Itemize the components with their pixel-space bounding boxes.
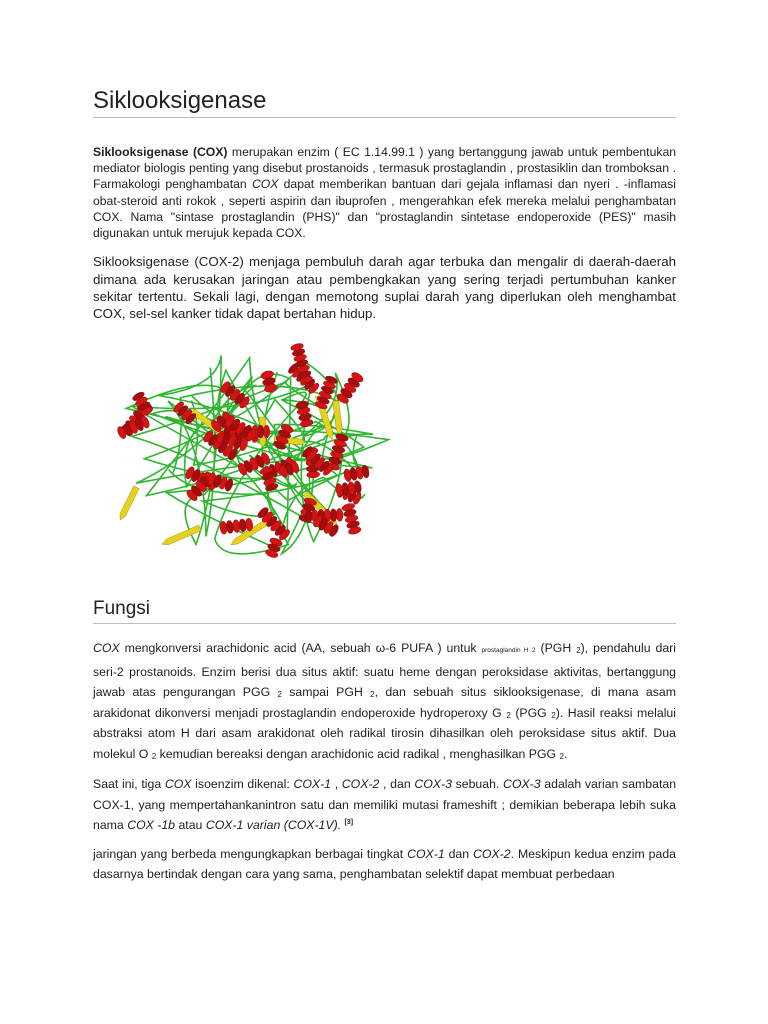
reference-link[interactable]: [3] [344, 819, 354, 827]
protein-strand [120, 486, 139, 520]
protein-ribbon-illustration [93, 339, 408, 574]
protein-helix [260, 370, 278, 394]
intro-paragraph: Siklooksigenase (COX) merupakan enzim ( EC 1.14.99.1 ) yang bertanggung jawab untuk pembentukan mediator biologis penting yang disebut prostanoids , termasuk prostaglandin , prostasiklin dan tromboksan . Farmakologi penghambatan COX dapat memberikan bantuan dari gejala inflamasi dan nyeri . -inflamasi obat-steroid anti rokok , seperti aspirin dan ibuprofen , mengerahkan efek mereka melalui penghambatan COX. Nama "sintase prostaglandin (PHS)" dan "prostaglandin sintetase endoperoxide (PES)" masih digunakan untuk merujuk kepada COX. [93, 145, 676, 241]
fungsi-paragraph-2: Saat ini, tiga COX isoenzim dikenal: COX-1 , COX-2 , dan COX-3 sebuah. COX-3 adalah varian sambatan COX-1, yang mempertahankanintron satu dan memiliki mutasi frameshift ; demikian beberapa lebih suka nama COX -1b atau COX-1 varian (COX-1V). [3] [93, 777, 677, 833]
page-title: Siklooksigenase [93, 0, 676, 118]
protein-helix [341, 503, 362, 536]
fungsi-paragraph-1: COX mengkonversi arachidonic acid (AA, sebuah ω-6 PUFA ) untuk prostaglandin H 2 (PGH $_2$), pendahulu dari seri-2 prostanoids. Enzim berisi dua situs aktif: suatu heme dengan peroksidase aktivitas, bertanggung jawab atas pengurangan PGG $_2$ sampai PGH $_2$, dan sebuah situs siklooksigenase, di mana asam arakidonat dikonversi menjadi prostaglandin endoperoxide hydroperoxy G $_2$ (PGG $_2$). Hasil reaksi melalui abstraksi atom H dari asam arakidonat oleh radikal tirosin dihasilkan oleh peroksidase situs aktif. Dua molekul O $_2$ kemudian bereaksi dengan arachidonic acid radikal , menghasilkan PGG $_2$. [93, 641, 677, 761]
protein-structure-image [93, 339, 408, 574]
fungsi-paragraph-3: jaringan yang berbeda mengungkapkan berbagai tingkat COX-1 dan COX-2. Meskipun kedua enzim pada dasarnya bertindak dengan cara yang sama, penghambatan selektif dapat membuat perbedaan [93, 846, 676, 882]
section-heading-fungsi: Fungsi [93, 597, 676, 624]
protein-helix [335, 371, 364, 406]
intro-bold-term: Siklooksigenase (COX) [93, 145, 228, 159]
cox2-paragraph: Siklooksigenase (COX-2) menjaga pembuluh darah agar terbuka dan mengalir di daerah-daerah dimana ada kerusakan jaringan atau pembengkakan yang sering terjadi pertumbuhan kanker sekitar tertentu. Sekali lagi, dengan memotong suplai darah yang diperlukan oleh menghambat COX, sel-sel kanker tidak dapat bertahan hidup. [93, 254, 676, 322]
